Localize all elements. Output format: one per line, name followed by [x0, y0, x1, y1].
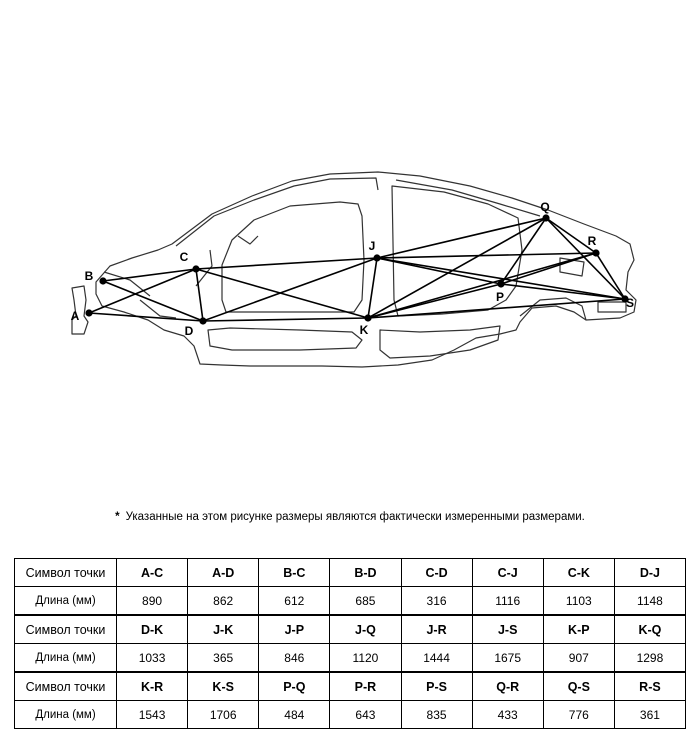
length-cell: 365	[188, 644, 259, 673]
point-c-label: C	[179, 250, 189, 264]
symbol-row-2	[15, 615, 686, 644]
length-cell: 361	[614, 701, 685, 729]
length-row-1	[15, 587, 686, 616]
measure-line-p-s	[501, 284, 625, 299]
point-q-marker	[542, 214, 549, 221]
point-p-marker	[497, 280, 504, 287]
symbol-cell: J-Q	[330, 615, 401, 644]
length-cell: 1444	[401, 644, 472, 673]
measure-line-j-p	[377, 258, 501, 284]
length-cell: 776	[543, 701, 614, 729]
point-a-marker	[85, 309, 92, 316]
row-header-length: Длина (мм)	[15, 587, 117, 616]
point-d-marker	[199, 317, 206, 324]
symbol-cell: J-K	[188, 615, 259, 644]
point-p-label: P	[495, 290, 505, 304]
length-cell: 1120	[330, 644, 401, 673]
length-cell: 907	[543, 644, 614, 673]
length-cell: 835	[401, 701, 472, 729]
length-cell: 862	[188, 587, 259, 616]
symbol-cell: J-R	[401, 615, 472, 644]
row-header-symbol: Символ точки	[15, 615, 117, 644]
length-cell: 1675	[472, 644, 543, 673]
symbol-cell: B-C	[259, 559, 330, 587]
length-cell: 612	[259, 587, 330, 616]
length-cell: 484	[259, 701, 330, 729]
symbol-cell: P-Q	[259, 672, 330, 701]
symbol-cell: C-D	[401, 559, 472, 587]
symbol-cell: J-P	[259, 615, 330, 644]
symbol-cell: K-P	[543, 615, 614, 644]
point-b-marker	[99, 277, 106, 284]
length-cell: 1706	[188, 701, 259, 729]
row-header-length: Длина (мм)	[15, 701, 117, 729]
measure-line-j-k	[368, 258, 377, 318]
point-q-label: Q	[540, 200, 550, 214]
measure-line-q-s	[546, 218, 625, 299]
row-header-symbol: Символ точки	[15, 672, 117, 701]
point-b-label: B	[84, 269, 94, 283]
symbol-cell: K-R	[117, 672, 188, 701]
point-k-label: K	[359, 323, 369, 337]
symbol-cell: K-Q	[614, 615, 685, 644]
length-cell: 890	[117, 587, 188, 616]
symbol-cell: Q-S	[543, 672, 614, 701]
symbol-cell: A-C	[117, 559, 188, 587]
point-j-label: J	[368, 239, 376, 253]
row-header-length: Длина (мм)	[15, 644, 117, 673]
length-cell: 1543	[117, 701, 188, 729]
length-cell: 316	[401, 587, 472, 616]
symbol-cell: C-J	[472, 559, 543, 587]
length-row-2	[15, 644, 686, 673]
length-row-3	[15, 701, 686, 729]
measure-line-p-r	[501, 253, 596, 284]
measurement-note	[0, 511, 700, 523]
length-cell: 1298	[614, 644, 685, 673]
symbol-cell: R-S	[614, 672, 685, 701]
measurement-lines	[89, 218, 625, 321]
point-r-marker	[592, 249, 599, 256]
measure-line-j-r	[377, 253, 596, 258]
symbol-cell: P-R	[330, 672, 401, 701]
measure-line-d-k	[203, 318, 368, 321]
symbol-cell: Q-R	[472, 672, 543, 701]
row-header-symbol: Символ точки	[15, 559, 117, 587]
length-cell: 1033	[117, 644, 188, 673]
symbol-cell: C-K	[543, 559, 614, 587]
symbol-cell: P-S	[401, 672, 472, 701]
point-k-marker	[364, 314, 371, 321]
measure-line-r-s	[596, 253, 625, 299]
length-cell: 1148	[614, 587, 685, 616]
note-marker: *	[115, 511, 120, 523]
length-cell: 846	[259, 644, 330, 673]
length-cell: 643	[330, 701, 401, 729]
note-text: Указанные на этом рисунке размеры являются фактически измеренными размерами.	[125, 511, 585, 523]
symbol-cell: D-J	[614, 559, 685, 587]
length-cell: 1103	[543, 587, 614, 616]
symbol-cell: K-S	[188, 672, 259, 701]
length-cell: 1116	[472, 587, 543, 616]
point-d-label: D	[184, 324, 194, 338]
symbol-cell: A-D	[188, 559, 259, 587]
point-s-label: S	[625, 296, 635, 310]
symbol-cell: D-K	[117, 615, 188, 644]
measurement-table	[14, 558, 686, 729]
point-j-marker	[373, 254, 380, 261]
length-cell: 685	[330, 587, 401, 616]
point-c-marker	[192, 265, 199, 272]
symbol-row-3	[15, 672, 686, 701]
symbol-cell: J-S	[472, 615, 543, 644]
measure-line-c-d	[196, 269, 203, 321]
car-body-outline	[72, 172, 636, 367]
symbol-row-1	[15, 559, 686, 587]
point-r-label: R	[587, 234, 597, 248]
symbol-cell: B-D	[330, 559, 401, 587]
point-a-label: A	[70, 309, 80, 323]
length-cell: 433	[472, 701, 543, 729]
